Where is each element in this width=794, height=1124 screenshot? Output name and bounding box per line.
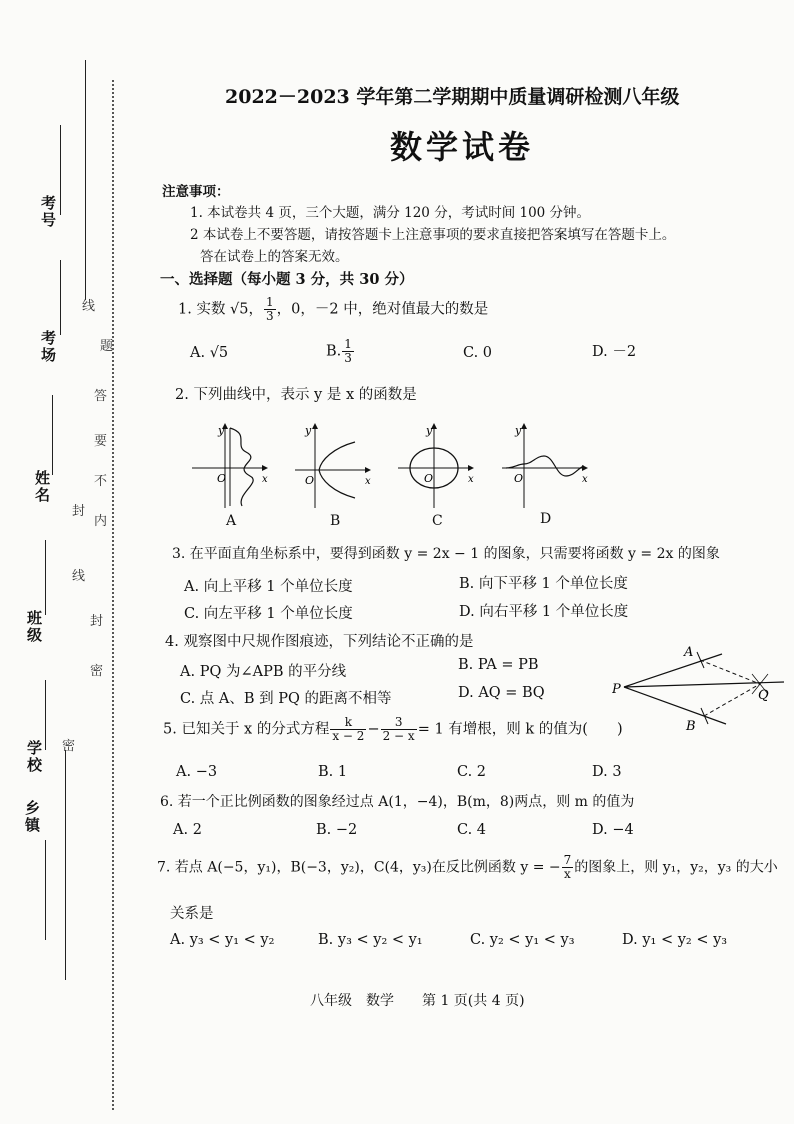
fill-line-name <box>52 395 53 475</box>
q6-option-c: C. 4 <box>457 822 487 838</box>
seal-line-lower <box>65 750 66 980</box>
q5-text-pre: 5. 已知关于 x 的分式方程 <box>163 721 330 738</box>
notice-item: 答在试卷上的答案无效。 <box>200 249 349 265</box>
question-6: 6. 若一个正比例函数的图象经过点 A(1，−4)，B(m，8)两点，则 m 的值为 <box>160 794 635 810</box>
q2-label-d: D <box>540 511 552 527</box>
question-4: 4. 观察图中尺规作图痕迹，下列结论不正确的是 <box>165 634 474 650</box>
q2-graph-a <box>190 420 270 510</box>
notice-item: 2 本试卷上不要答题，请按答题卡上注意事项的要求直接把答案填写在答题卡上。 <box>190 227 676 243</box>
seal-char: 题 <box>100 339 114 354</box>
q1-text-post: ，0，－2 中，绝对值最大的数是 <box>276 301 489 318</box>
q5-text-post: = 1 有增根，则 k 的值为( ) <box>417 721 623 738</box>
q1-option-b <box>326 338 355 365</box>
q5-minus: − <box>367 721 380 738</box>
label-name: 姓名 <box>33 470 51 504</box>
binding-dotted-line <box>112 80 114 1110</box>
question-2: 2. 下列曲线中，表示 y 是 x 的函数是 <box>175 387 417 403</box>
origin-label: O <box>217 472 227 485</box>
frac-denominator: x − 2 <box>332 729 365 743</box>
seal-char: 密 <box>90 664 104 679</box>
frac-numerator: 1 <box>344 337 352 351</box>
q3-option-c: C. 向左平移 1 个单位长度 <box>184 606 353 622</box>
seal-char: 线 <box>82 299 96 314</box>
fig-label-a: A <box>684 645 694 660</box>
frac-numerator: 3 <box>381 716 417 730</box>
frac-numerator: k <box>330 716 366 730</box>
q3-option-a: A. 向上平移 1 个单位长度 <box>184 579 353 595</box>
seal-char: 要 <box>94 434 108 449</box>
q1-option-b-label: B. <box>326 343 342 360</box>
question-5 <box>163 716 623 743</box>
seal-char: 内 <box>94 514 108 529</box>
seal-char: 线 <box>72 569 86 584</box>
q6-option-b: B. −2 <box>316 822 358 838</box>
q7-text-post: 的图象上，则 y₁，y₂，y₃ 的大小 <box>574 859 778 876</box>
axis-x-label: x <box>262 474 268 485</box>
q5-option-b: B. 1 <box>318 764 348 780</box>
q4-figure <box>612 640 788 740</box>
fig-label-q: Q <box>758 688 769 703</box>
q4-option-a: A. PQ 为∠APB 的平分线 <box>180 664 347 680</box>
q7-option-a: A. y₃ < y₁ < y₂ <box>170 932 275 948</box>
frac-denominator: x <box>564 867 571 881</box>
q1-option-c: C. 0 <box>463 345 493 361</box>
origin-label: O <box>305 474 315 487</box>
q2-label-a: A <box>226 513 237 529</box>
q7-option-b: B. y₃ < y₂ < y₁ <box>318 932 423 948</box>
seal-char: 密 <box>62 739 76 754</box>
q2-graph-b <box>293 420 373 510</box>
q2-graph-c <box>396 420 476 510</box>
q4-option-c: C. 点 A、B 到 PQ 的距离不相等 <box>180 691 392 707</box>
axis-y-label: y <box>218 424 225 437</box>
subject-title: 数学试卷 <box>390 128 535 166</box>
label-school: 学校 <box>25 740 43 774</box>
frac-denominator: 3 <box>344 351 352 365</box>
fill-line-exam-number <box>60 125 61 215</box>
axis-y-label: y <box>515 424 522 437</box>
question-1 <box>178 296 488 323</box>
axis-x-label: x <box>365 476 371 487</box>
q6-option-d: D. −4 <box>592 822 634 838</box>
axis-y-label: y <box>305 424 312 437</box>
q6-option-a: A. 2 <box>173 822 202 838</box>
notice-label: 注意事项： <box>162 184 230 200</box>
q7-text-pre: 7. 若点 A(−5，y₁)，B(−3，y₂)，C(4，y₃)在反比例函数 y = − <box>157 859 561 876</box>
section-title: 一、选择题（每小题 3 分，共 30 分） <box>160 271 414 288</box>
q1-option-a: A. √5 <box>190 345 229 361</box>
seal-char: 答 <box>94 389 108 404</box>
origin-label: O <box>514 472 524 485</box>
fill-line-class <box>45 540 46 615</box>
q4-option-d: D. AQ = BQ <box>458 685 545 701</box>
q7-option-c: C. y₂ < y₁ < y₃ <box>470 932 575 948</box>
frac-denominator: 2 − x <box>382 729 415 743</box>
q5-option-d: D. 3 <box>592 764 622 780</box>
origin-label: O <box>424 472 434 485</box>
page-footer: 八年级 数学 第 1 页(共 4 页) <box>310 993 525 1009</box>
label-exam-number: 考号 <box>39 195 57 229</box>
q2-label-c: C <box>432 513 443 529</box>
notice-item: 1. 本试卷共 4 页，三个大题，满分 120 分，考试时间 100 分钟。 <box>190 205 591 221</box>
seal-char: 封 <box>72 504 86 519</box>
fig-label-b: B <box>686 719 696 734</box>
question-7 <box>157 854 778 881</box>
label-class: 班级 <box>25 610 43 644</box>
q2-graph-d <box>500 420 592 510</box>
frac-numerator: 7 <box>563 853 572 867</box>
q3-option-d: D. 向右平移 1 个单位长度 <box>459 604 629 620</box>
axis-y-label: y <box>426 424 433 437</box>
q3-option-b: B. 向下平移 1 个单位长度 <box>459 576 628 592</box>
frac-numerator: 1 <box>266 295 274 309</box>
label-town: 乡镇 <box>23 800 41 834</box>
seal-char: 封 <box>90 614 104 629</box>
q1-option-d: D. －2 <box>592 344 637 360</box>
fill-line-town <box>45 840 46 940</box>
fill-line-school <box>45 680 46 750</box>
fill-line-exam-room <box>60 260 61 335</box>
seal-line-upper <box>85 60 86 300</box>
q1-fraction <box>264 296 276 323</box>
frac-denominator: 3 <box>266 309 274 323</box>
label-exam-room: 考场 <box>39 330 57 364</box>
axis-x-label: x <box>582 474 588 485</box>
question-3: 3. 在平面直角坐标系中，要得到函数 y = 2x − 1 的图象，只需要将函数 y = 2x 的图象 <box>172 546 720 562</box>
q7-option-d: D. y₁ < y₂ < y₃ <box>622 932 728 948</box>
q2-label-b: B <box>330 513 341 529</box>
question-7-continued: 关系是 <box>170 906 214 922</box>
q5-option-a: A. −3 <box>176 764 218 780</box>
exam-title: 2022－2023 学年第二学期期中质量调研检测八年级 <box>225 86 680 108</box>
q1-text-pre: 1. 实数 √5， <box>178 301 264 318</box>
seal-char: 不 <box>94 474 108 489</box>
fig-label-p: P <box>612 682 621 697</box>
q5-option-c: C. 2 <box>457 764 487 780</box>
axis-x-label: x <box>468 474 474 485</box>
q4-option-b: B. PA = PB <box>458 657 539 673</box>
